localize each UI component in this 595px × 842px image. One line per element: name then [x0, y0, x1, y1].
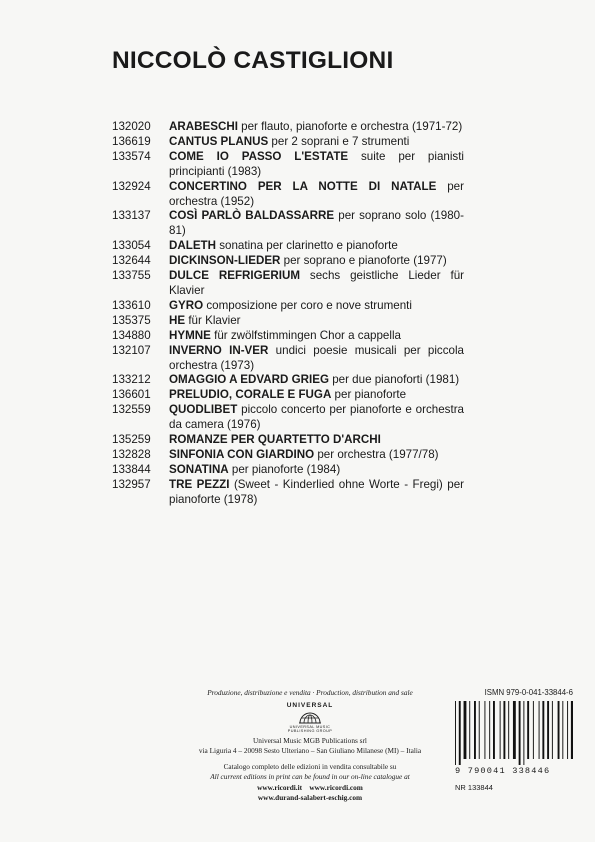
catalog-entry — [112, 180, 464, 210]
work-title: QUODLIBET — [169, 403, 238, 417]
catalog-number: 133212 — [112, 373, 151, 387]
catalog-entry — [112, 254, 464, 269]
barcode-bar — [539, 701, 540, 759]
catalog-description — [169, 269, 464, 299]
catalog-list — [112, 120, 464, 508]
catalog-description — [169, 463, 464, 478]
catalog-entry — [112, 448, 464, 463]
catalog-description — [169, 344, 464, 374]
catalog-number: 133844 — [112, 462, 151, 476]
catalog-number: 132644 — [112, 254, 151, 268]
catalog-number: 133755 — [112, 269, 151, 283]
barcode-bar — [474, 701, 476, 759]
catalog-description — [169, 388, 464, 403]
catalog-number: 134880 — [112, 328, 151, 342]
work-details: per due pianoforti (1981) — [328, 373, 460, 387]
barcode-bar — [533, 701, 534, 759]
catalog-number: 136601 — [112, 388, 151, 402]
catalog-note-it: Catalogo completo delle edizioni in vendita consultabile su — [223, 761, 397, 771]
work-details: composizione per coro e nove strumenti — [203, 298, 412, 312]
catalog-number: 133137 — [112, 209, 151, 223]
ismn-label: ISMN 979-0-041-33844-6 — [484, 688, 573, 697]
work-details: per 2 soprani e 7 strumenti — [268, 134, 410, 148]
production-line: Produzione, distribuzione e vendita · Production, distribution and sale — [207, 688, 413, 697]
barcode-bar — [519, 701, 521, 765]
work-title: HYMNE — [169, 328, 211, 342]
work-title: CANTUS PLANUS — [169, 134, 269, 148]
catalog-description — [169, 314, 464, 329]
work-title: DULCE REFRIGERIUM — [169, 269, 300, 283]
composer-name: NICCOLÒ CASTIGLIONI — [112, 47, 394, 74]
work-title: CONCERTINO PER LA NOTTE DI NATALE — [169, 179, 437, 193]
barcode-bar — [500, 701, 501, 759]
barcode-bar — [508, 701, 509, 759]
barcode-bar — [479, 701, 480, 759]
barcode-bar — [567, 701, 568, 759]
work-title: COSÌ PARLÒ BALDASSARRE — [169, 209, 335, 223]
barcode-bar — [562, 701, 563, 759]
barcode-bar — [489, 701, 490, 759]
catalog-description — [169, 180, 464, 210]
work-title: SINFONIA CON GIARDINO — [169, 447, 315, 461]
catalog-number: 132107 — [112, 343, 151, 357]
catalog-entry — [112, 433, 464, 448]
catalog-number: 133610 — [112, 298, 151, 312]
catalog-entry — [112, 329, 464, 344]
logo-word: UNIVERSAL — [286, 701, 334, 709]
catalog-number: 135375 — [112, 313, 151, 327]
catalog-entry — [112, 478, 464, 508]
catalog-description — [169, 209, 464, 239]
link-durand[interactable]: www.durand-salabert-eschig.com — [257, 793, 363, 802]
work-details: per pianoforte (1984) — [228, 462, 341, 476]
catalog-description — [169, 448, 464, 463]
catalog-number: 132020 — [112, 120, 151, 133]
barcode-bar — [558, 701, 560, 759]
web-links — [168, 783, 452, 794]
catalog-description — [169, 373, 464, 388]
work-details: für zwölfstimmingen Chor a cappella — [210, 328, 401, 342]
catalog-description — [169, 150, 464, 180]
catalog-number: 135259 — [112, 433, 151, 447]
catalog-number: 132828 — [112, 447, 151, 461]
work-details: suite per pianisti principianti (1983) — [169, 149, 465, 178]
catalog-number: 133054 — [112, 239, 151, 253]
catalog-description — [169, 135, 464, 150]
work-details: sechs geistliche Lieder für Klavier — [169, 269, 465, 297]
catalog-entry — [112, 150, 464, 180]
work-title: DICKINSON-LIEDER — [169, 254, 281, 268]
catalog-number: 132924 — [112, 179, 151, 193]
work-details: per flauto, pianoforte e orchestra (1971-72) — [237, 120, 463, 133]
barcode-bar — [464, 701, 467, 759]
work-title: SONATINA — [169, 462, 229, 476]
barcode-digits: 9 790041 338446 — [455, 766, 551, 776]
barcode-bar — [459, 701, 461, 765]
barcode-bar — [513, 701, 516, 759]
barcode-bar — [547, 701, 549, 759]
catalog-note-en: All current editions in print can be found in our on-line catalogue at — [210, 772, 410, 781]
barcode-bar — [571, 701, 573, 759]
catalog-entry — [112, 314, 464, 329]
barcode-bar — [469, 701, 470, 759]
barcode-bar — [542, 701, 544, 759]
catalog-description — [169, 329, 464, 344]
work-title: TRE PEZZI — [169, 477, 230, 491]
work-details: per pianoforte — [331, 388, 407, 402]
work-title: COME IO PASSO L'ESTATE — [169, 149, 349, 163]
work-details: undici poesie musicali per piccola orchestra (1973) — [169, 343, 464, 372]
work-title: GYRO — [169, 298, 204, 312]
catalog-entry — [112, 269, 464, 299]
catalog-entry — [112, 120, 464, 135]
work-title: ARABESCHI — [169, 120, 238, 133]
publisher-footer — [168, 688, 452, 804]
publisher-address: via Liguria 4 – 20098 Sesto Ulteriano – San Giuliano Milanese (MI) – Italia — [198, 746, 422, 755]
barcode-bar — [523, 701, 524, 765]
catalog-number: 132559 — [112, 403, 151, 417]
work-details: per orchestra (1977/78) — [314, 447, 439, 461]
catalog-description — [169, 239, 464, 254]
catalog-entry — [112, 373, 464, 388]
publisher-name: Universal Music MGB Publications srl — [253, 735, 367, 745]
catalog-description — [169, 403, 464, 433]
barcode-bar — [484, 701, 485, 759]
work-title: OMAGGIO A EDVARD GRIEG — [169, 373, 329, 387]
nr-label: NR 133844 — [455, 783, 493, 792]
work-details: per soprano e pianoforte (1977) — [280, 254, 447, 268]
logo-sub-1: UNIVERSAL MUSIC — [289, 724, 331, 729]
barcode-bar — [503, 701, 505, 759]
catalog-number: 132957 — [112, 477, 151, 491]
catalog-entry — [112, 344, 464, 374]
logo-sub-2: PUBLISHING GROUP — [287, 729, 333, 733]
work-title: HE — [169, 313, 186, 327]
globe-icon — [297, 709, 323, 725]
barcode-bar — [552, 701, 553, 759]
work-details: (Sweet - Kinderlied ohne Worte - Fregi) per pianoforte (1978) — [169, 477, 465, 506]
catalog-entry — [112, 388, 464, 403]
catalog-number: 136619 — [112, 134, 151, 148]
work-details: per soprano solo (1980-81) — [169, 209, 464, 238]
catalog-description — [169, 433, 464, 448]
catalog-description — [169, 299, 464, 314]
catalog-description — [169, 478, 464, 508]
link-ricordi-it[interactable]: www.ricordi.it — [257, 782, 303, 792]
catalog-entry — [112, 209, 464, 239]
catalog-entry — [112, 239, 464, 254]
work-title: INVERNO IN-VER — [169, 343, 269, 357]
catalog-number: 133574 — [112, 149, 151, 163]
catalog-entry — [112, 403, 464, 433]
work-title: ROMANZE PER QUARTETTO D'ARCHI — [169, 433, 381, 447]
work-details: piccolo concerto per pianoforte e orchestra da camera (1976) — [169, 403, 464, 432]
link-ricordi-com[interactable]: www.ricordi.com — [309, 782, 363, 792]
work-title: PRELUDIO, CORALE E FUGA — [169, 388, 332, 402]
catalog-description — [169, 120, 464, 135]
catalog-entry — [112, 463, 464, 478]
universal-logo — [168, 702, 452, 734]
work-details: sonatina per clarinetto e pianoforte — [216, 239, 398, 253]
barcode-bar — [455, 701, 456, 765]
catalog-entry — [112, 299, 464, 314]
catalog-description — [169, 254, 464, 269]
barcode-bar — [527, 701, 529, 759]
work-title: DALETH — [169, 239, 217, 253]
catalog-entry — [112, 135, 464, 150]
work-details: für Klavier — [185, 313, 241, 327]
barcode-block — [453, 688, 573, 792]
barcode-bar — [493, 701, 495, 759]
barcode-icon — [453, 701, 573, 765]
work-details: per orchestra (1952) — [169, 179, 464, 208]
